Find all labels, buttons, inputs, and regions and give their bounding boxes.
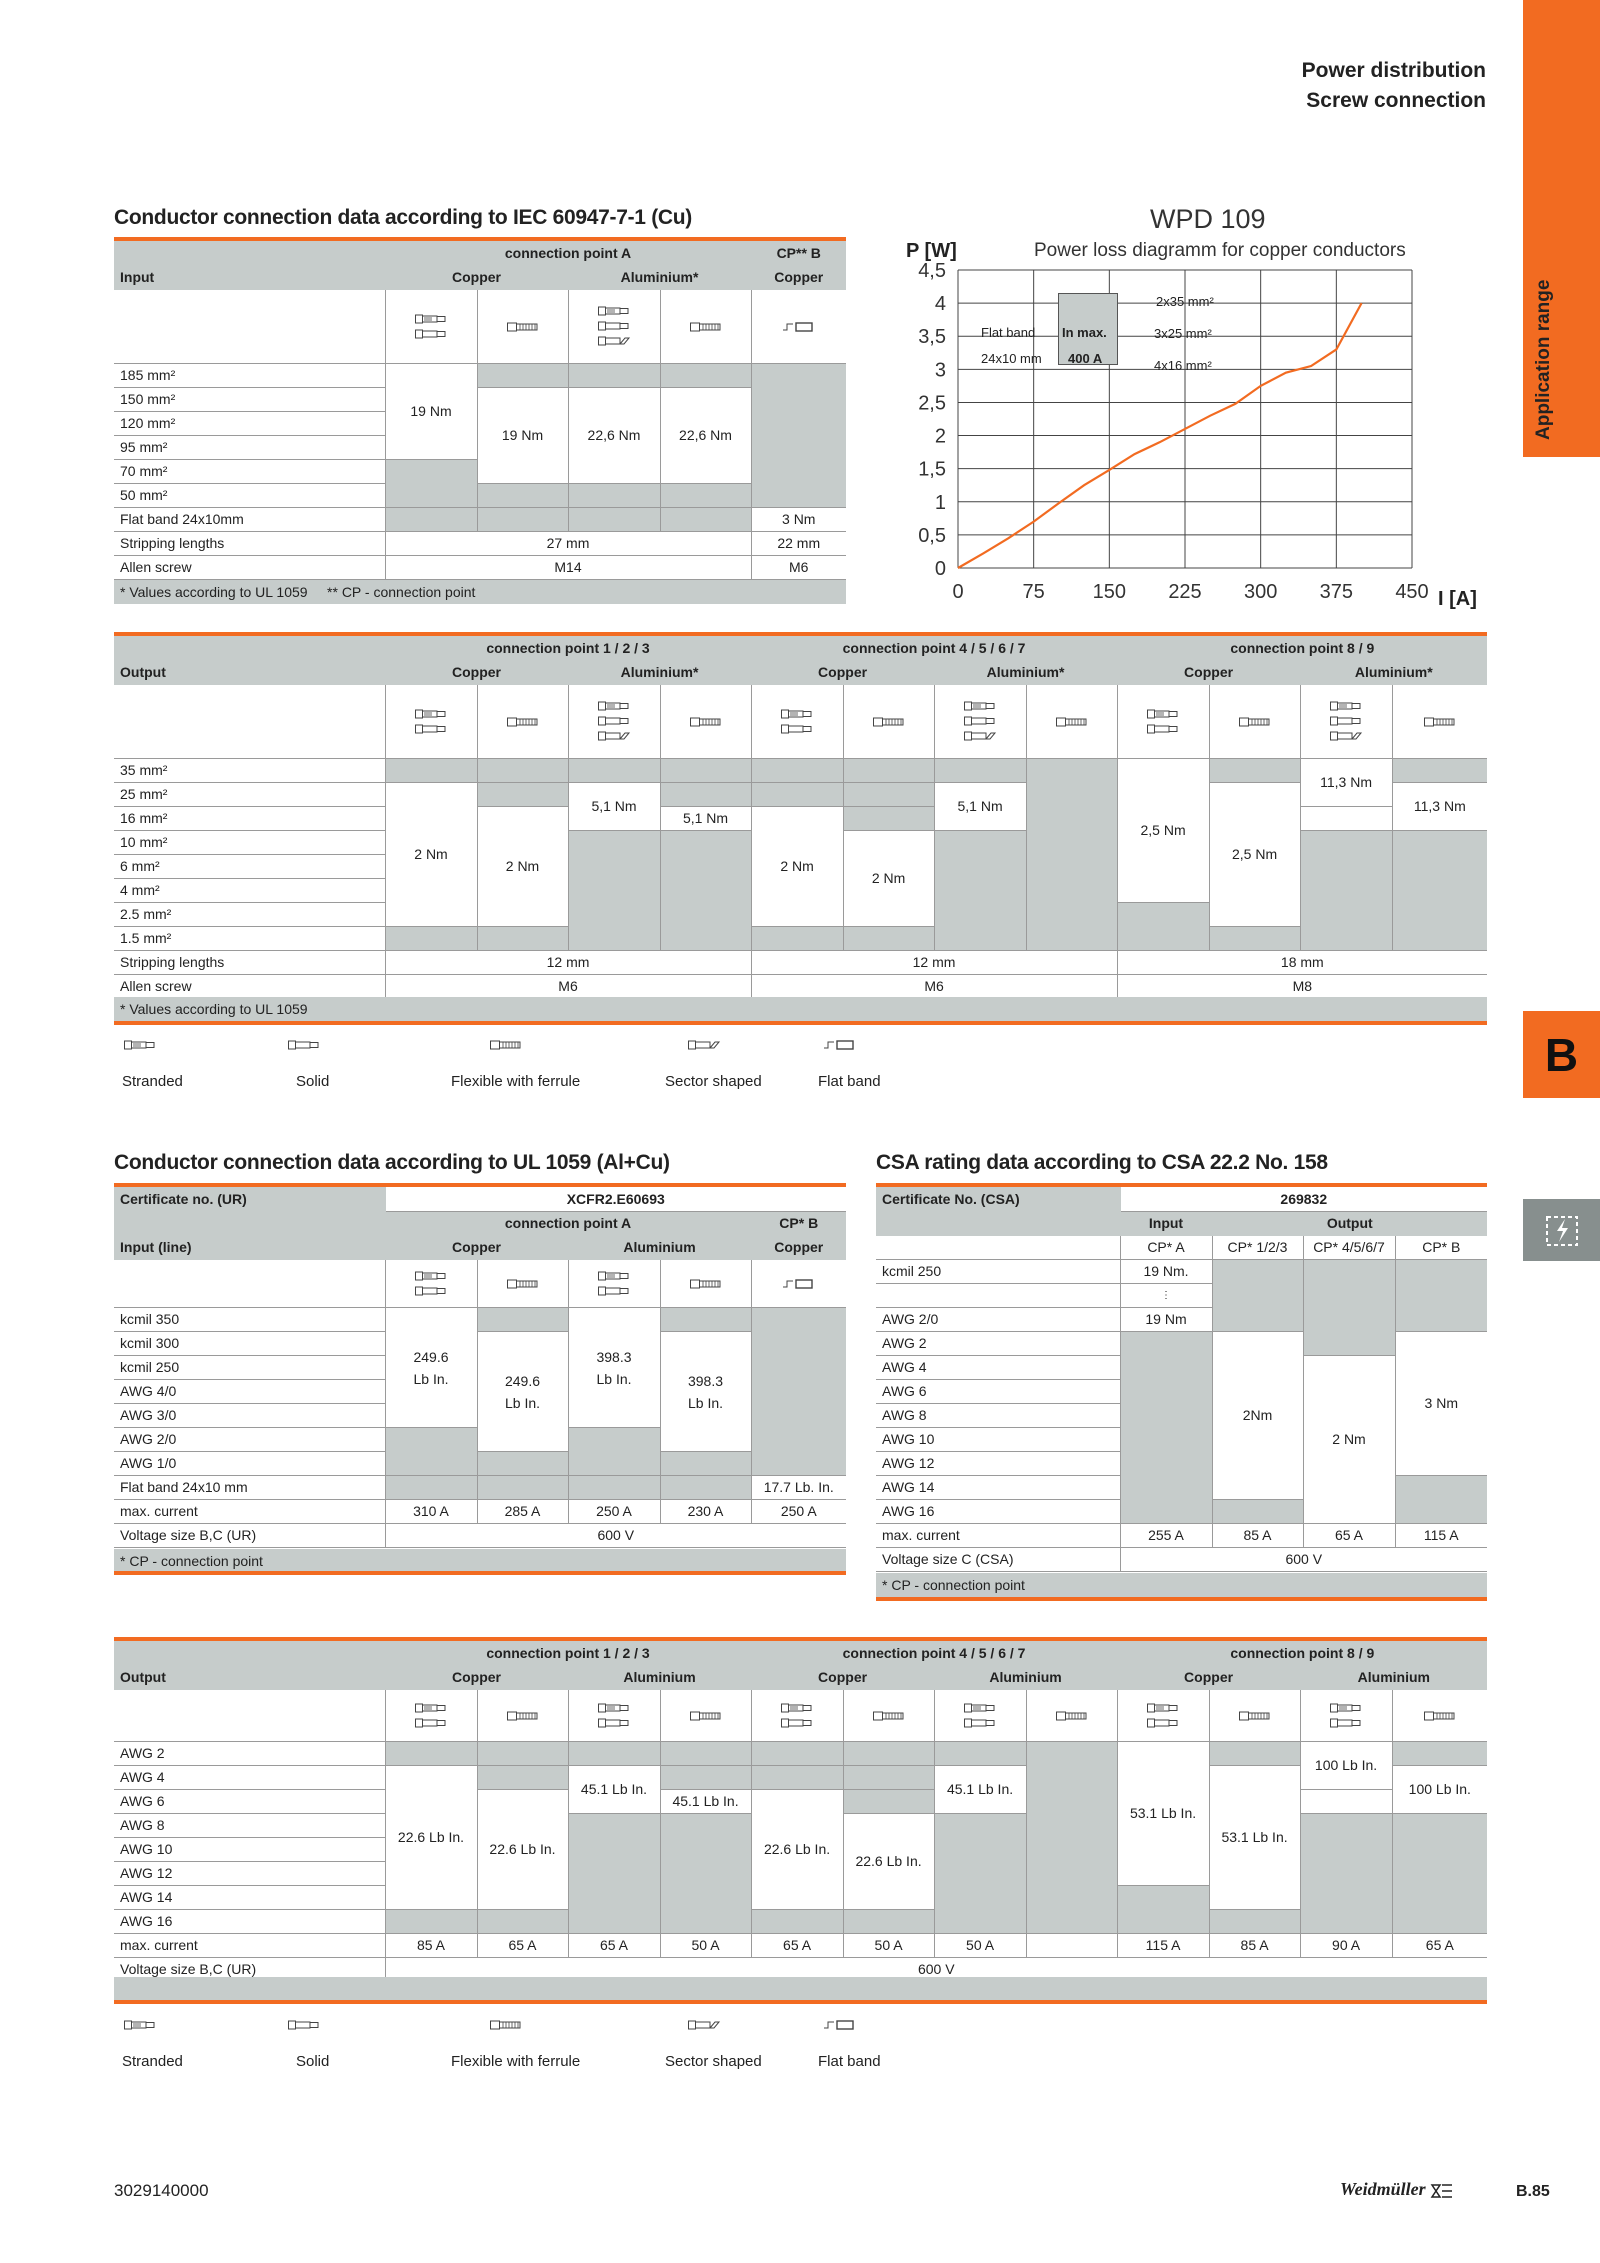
ul-v4b: Lb In. <box>687 1394 724 1411</box>
chart-ytick-label: 0,5 <box>918 524 946 547</box>
chart-label-4x16: 4x16 mm² <box>1154 358 1212 373</box>
ul-v3a: 398.3 <box>596 1348 632 1365</box>
out1-row-10: 10 mm² <box>114 831 385 855</box>
out2-row-awg16: AWG 16 <box>114 1910 385 1934</box>
chart-ytick-label: 2,5 <box>918 392 946 415</box>
out1-row-35: 35 mm² <box>114 759 385 783</box>
iec-aluminium: Aluminium* <box>568 266 751 290</box>
aluminium-conductor-icon <box>1326 700 1366 744</box>
out1-al-1: Aluminium* <box>568 661 751 685</box>
out2-al-1: Aluminium <box>568 1666 751 1690</box>
stranded-icon <box>122 2018 162 2032</box>
ul-copper: Copper <box>385 1236 568 1260</box>
out2-cur-7 <box>1026 1934 1117 1958</box>
ferrule-icon <box>869 1709 909 1723</box>
csa-v3nm: 3 Nm <box>1395 1332 1487 1476</box>
legend-ferrule: Flexible with ferrule <box>451 1073 581 1090</box>
ul-cur-0: 310 A <box>385 1500 477 1524</box>
aluminium-conductor-icon <box>1326 1702 1366 1730</box>
iec-row-50: 50 mm² <box>114 484 385 508</box>
out2-row-voltage: Voltage size B,C (UR) <box>114 1958 385 1982</box>
iec-allen-a: M14 <box>385 556 751 580</box>
out1-strip-3: 18 mm <box>1117 951 1487 975</box>
out1-strip-2: 12 mm <box>751 951 1117 975</box>
iec-row-120: 120 mm² <box>114 412 385 436</box>
side-tab-application-label: Application range <box>1533 279 1554 440</box>
csa-col-1: CP* 1/2/3 <box>1212 1236 1303 1260</box>
csa-v19a: 19 Nm. <box>1120 1260 1212 1284</box>
out1-copper-3: Copper <box>1117 661 1300 685</box>
csa-cert-label: Certificate No. (CSA) <box>876 1188 1120 1212</box>
output1-table <box>114 636 1487 999</box>
csa-note: * CP - connection point <box>876 1573 1487 1597</box>
csa-row-2-0: AWG 2/0 <box>876 1308 1120 1332</box>
ferrule-icon <box>488 2018 528 2032</box>
out2-cur-5: 50 A <box>843 1934 934 1958</box>
flat-band-icon <box>822 1038 862 1052</box>
ul-cur-2: 250 A <box>568 1500 660 1524</box>
stranded-icon <box>122 1038 162 1052</box>
legend2-flat: Flat band <box>818 2053 881 2070</box>
iec-note <box>114 580 846 604</box>
out2-cur-1: 65 A <box>477 1934 568 1958</box>
iec-copper-b: Copper <box>751 266 846 290</box>
stranded-icon <box>411 313 451 341</box>
sector-shaped-icon <box>686 2018 726 2032</box>
out2-row-awg6: AWG 6 <box>114 1790 385 1814</box>
iec-strip-b: 22 mm <box>751 532 846 556</box>
ferrule-icon <box>503 1277 543 1291</box>
stranded-icon <box>1143 1702 1183 1730</box>
out1-row-6: 6 mm² <box>114 855 385 879</box>
ferrule-icon <box>686 1277 726 1291</box>
ferrule-icon-2 <box>686 320 726 334</box>
iec-allen-b: M6 <box>751 556 846 580</box>
ul-note: * CP - connection point <box>114 1549 846 1573</box>
out2-cur-6: 50 A <box>934 1934 1026 1958</box>
csa-input: Input <box>1120 1212 1212 1236</box>
footer-brand-text: Weidmüller <box>1340 2179 1426 2199</box>
chart-ytick-label: 0 <box>934 558 946 580</box>
ul-row-350: kcmil 350 <box>114 1308 385 1332</box>
out2-cp123: connection point 1 / 2 / 3 <box>385 1642 751 1666</box>
ul-cur-1: 285 A <box>477 1500 568 1524</box>
chart-ytick-label: 2 <box>934 425 946 448</box>
csa-v19b: 19 Nm <box>1120 1308 1212 1332</box>
legend-1 <box>114 1036 1014 1096</box>
csa-col-2: CP* 4/5/6/7 <box>1303 1236 1395 1260</box>
stranded-icon <box>777 708 817 736</box>
iec-row-185: 185 mm² <box>114 364 385 388</box>
side-tab-power-icon <box>1523 1199 1600 1261</box>
legend-sector: Sector shaped <box>665 1073 762 1090</box>
out1-v113-b: 11,3 Nm <box>1392 783 1487 831</box>
ul-v5: 17.7 Lb. In. <box>751 1476 846 1500</box>
ul-row-300: kcmil 300 <box>114 1332 385 1356</box>
iec-row-70: 70 mm² <box>114 460 385 484</box>
stranded-icon <box>411 1270 451 1298</box>
ferrule-icon <box>1420 1709 1460 1723</box>
out2-output: Output <box>114 1666 385 1690</box>
ul-row-250: kcmil 250 <box>114 1356 385 1380</box>
side-tab-letter-text: B <box>1544 1028 1579 1081</box>
aluminium-conductor-icon <box>960 700 1000 744</box>
out1-cp123: connection point 1 / 2 / 3 <box>385 637 751 661</box>
out1-v2-c: 2 Nm <box>751 807 843 927</box>
out2-v226-d: 22.6 Lb In. <box>843 1814 934 1910</box>
iec-row-allen: Allen screw <box>114 556 385 580</box>
legend-2 <box>114 2016 1014 2076</box>
out2-v451-a: 45.1 Lb In. <box>568 1766 660 1814</box>
out1-copper-2: Copper <box>751 661 934 685</box>
csa-row-250: kcmil 250 <box>876 1260 1120 1284</box>
out1-row-1-5: 1.5 mm² <box>114 927 385 951</box>
aluminium-conductor-icon <box>594 700 634 744</box>
out2-copper-1: Copper <box>385 1666 568 1690</box>
ul-aluminium: Aluminium <box>568 1236 751 1260</box>
csa-row-awg6: AWG 6 <box>876 1380 1120 1404</box>
out1-v51-c: 5,1 Nm <box>934 783 1026 831</box>
chart-xtick-label: 300 <box>1243 581 1278 603</box>
ul-v3b: Lb In. <box>596 1370 632 1387</box>
flat-band-icon <box>779 320 819 334</box>
out1-row-16: 16 mm² <box>114 807 385 831</box>
chart-box-label-1: Flat band <box>981 325 1036 340</box>
ul-row-1-0: AWG 1/0 <box>114 1452 385 1476</box>
legend-solid: Solid <box>296 1073 330 1090</box>
out2-row-awg2: AWG 2 <box>114 1742 385 1766</box>
legend-stranded: Stranded <box>122 1073 183 1090</box>
csa-row-gap <box>876 1284 1120 1308</box>
out2-cur-10: 90 A <box>1300 1934 1392 1958</box>
solid-icon <box>286 1038 326 1052</box>
footer-doc-number: 3029140000 <box>114 2181 209 2200</box>
out2-cur-2: 65 A <box>568 1934 660 1958</box>
out1-copper-1: Copper <box>385 661 568 685</box>
csa-v2nm2: 2 Nm <box>1303 1356 1395 1524</box>
chart-xtick-label: 450 <box>1395 581 1429 603</box>
chart-xtick-label: 375 <box>1319 581 1354 603</box>
csa-row-awg2: AWG 2 <box>876 1332 1120 1356</box>
ferrule-icon <box>1052 715 1092 729</box>
out1-row-25: 25 mm² <box>114 783 385 807</box>
csa-col-0: CP* A <box>1120 1236 1212 1260</box>
aluminium-conductor-icon <box>594 1702 634 1730</box>
aluminium-conductor-icon <box>594 305 634 349</box>
chart-label-2x35: 2x35 mm² <box>1156 294 1214 309</box>
ferrule-icon <box>503 715 543 729</box>
iec-row-flat: Flat band 24x10mm <box>114 508 385 532</box>
out1-v25-a: 2,5 Nm <box>1117 759 1209 903</box>
out1-v25-b: 2,5 Nm <box>1209 783 1300 927</box>
power-loss-chart <box>870 200 1490 620</box>
side-tab-application <box>1523 0 1600 457</box>
iec-c2: 19 Nm <box>477 388 568 484</box>
out1-allen-3: M8 <box>1117 975 1487 999</box>
iec-row-95: 95 mm² <box>114 436 385 460</box>
chart-ytick-label: 4 <box>934 293 946 316</box>
iec-note-1: * Values according to UL 1059 <box>120 584 308 600</box>
iec-note-2: ** CP - connection point <box>327 584 476 600</box>
weidmuller-logo-icon <box>1430 2182 1454 2200</box>
csa-cur-3: 115 A <box>1395 1524 1487 1548</box>
iec-copper: Copper <box>385 266 568 290</box>
aluminium-conductor-icon <box>594 1270 634 1298</box>
ul-cur-4: 250 A <box>751 1500 846 1524</box>
ferrule-icon <box>686 1709 726 1723</box>
ul-table <box>114 1187 846 1548</box>
csa-title: CSA rating data according to CSA 22.2 No. 158 <box>876 1151 1328 1174</box>
ul-v4a: 398.3 <box>687 1372 724 1389</box>
out2-cur-3: 50 A <box>660 1934 751 1958</box>
out2-volt: 600 V <box>385 1958 1487 1982</box>
out2-v226-a: 22.6 Lb In. <box>385 1766 477 1910</box>
chart-xtick-label: 0 <box>952 581 964 603</box>
out2-v100-a: 100 Lb In. <box>1300 1742 1392 1790</box>
csa-cur-0: 255 A <box>1120 1524 1212 1548</box>
ul-volt: 600 V <box>385 1524 846 1548</box>
csa-cur-1: 85 A <box>1212 1524 1303 1548</box>
out2-cp89: connection point 8 / 9 <box>1117 1642 1487 1666</box>
chart-ylabel: P [W] <box>906 240 957 262</box>
out1-v51-a: 5,1 Nm <box>568 783 660 831</box>
out1-strip-1: 12 mm <box>385 951 751 975</box>
power-distribution-icon <box>1523 1199 1600 1261</box>
flat-band-icon <box>822 2018 862 2032</box>
ul-cp-a: connection point A <box>385 1212 751 1236</box>
chart-title: WPD 109 <box>1150 204 1266 234</box>
csa-col-3: CP* B <box>1395 1236 1487 1260</box>
out1-row-allen: Allen screw <box>114 975 385 999</box>
ul-v2a: 249.6 <box>504 1372 541 1389</box>
out2-cur-0: 85 A <box>385 1934 477 1958</box>
ul-row-flat: Flat band 24x10 mm <box>114 1476 385 1500</box>
ul-row-3-0: AWG 3/0 <box>114 1404 385 1428</box>
ul-cert-label: Certificate no. (UR) <box>114 1188 385 1212</box>
ferrule-icon <box>1420 715 1460 729</box>
out1-output: Output <box>114 661 385 685</box>
chart-label-3x25: 3x25 mm² <box>1154 326 1212 341</box>
out2-row-awg12: AWG 12 <box>114 1862 385 1886</box>
out1-allen-1: M6 <box>385 975 751 999</box>
ferrule-icon <box>1235 715 1275 729</box>
iec-c3: 22,6 Nm <box>568 388 660 484</box>
out2-row-awg10: AWG 10 <box>114 1838 385 1862</box>
legend2-sector: Sector shaped <box>665 2053 762 2070</box>
csa-row-current: max. current <box>876 1524 1120 1548</box>
iec-c5: 3 Nm <box>751 508 846 532</box>
ferrule-icon <box>686 715 726 729</box>
chart-ytick-label: 3 <box>934 359 946 382</box>
iec-cp-a: connection point A <box>385 242 751 266</box>
out2-copper-3: Copper <box>1117 1666 1300 1690</box>
iec-cp-b: CP** B <box>751 242 846 266</box>
ul-row-current: max. current <box>114 1500 385 1524</box>
iec-title: Conductor connection data according to IEC 60947-7-1 (Cu) <box>114 206 692 229</box>
chart-ytick-label: 1 <box>934 491 946 514</box>
ul-row-2-0: AWG 2/0 <box>114 1428 385 1452</box>
out1-v2-d: 2 Nm <box>843 831 934 927</box>
csa-v2nm: 2Nm <box>1212 1332 1303 1500</box>
iec-strip-a: 27 mm <box>385 532 751 556</box>
ul-cert-value: XCFR2.E60693 <box>385 1188 846 1212</box>
csa-gap-dots: ⋮ <box>1120 1284 1212 1308</box>
ferrule-icon <box>503 1709 543 1723</box>
csa-cur-2: 65 A <box>1303 1524 1395 1548</box>
ferrule-icon <box>1052 1709 1092 1723</box>
ul-row-4-0: AWG 4/0 <box>114 1380 385 1404</box>
stranded-icon <box>777 1702 817 1730</box>
out2-cur-4: 65 A <box>751 1934 843 1958</box>
legend-flat: Flat band <box>818 1073 881 1090</box>
out1-cp89: connection point 8 / 9 <box>1117 637 1487 661</box>
chart-ytick-label: 4,5 <box>918 260 946 282</box>
iec-c4: 22,6 Nm <box>660 388 751 484</box>
out2-row-current: max. current <box>114 1934 385 1958</box>
chart-plot <box>870 200 1490 620</box>
out2-cur-11: 65 A <box>1392 1934 1487 1958</box>
out1-row-2-5: 2.5 mm² <box>114 903 385 927</box>
chart-xtick-label: 225 <box>1168 581 1202 603</box>
ferrule-icon <box>869 715 909 729</box>
side-tab-letter <box>1523 1011 1600 1098</box>
chart-ytick-label: 3,5 <box>918 326 946 349</box>
out2-copper-2: Copper <box>751 1666 934 1690</box>
out2-v226-c: 22.6 Lb In. <box>751 1790 843 1910</box>
legend2-stranded: Stranded <box>122 2053 183 2070</box>
header-line-1: Power distribution <box>1301 59 1486 82</box>
output2-table <box>114 1641 1487 1982</box>
ul-copper-b: Copper <box>751 1236 846 1260</box>
flat-band-icon <box>779 1277 819 1291</box>
legend2-solid: Solid <box>296 2053 330 2070</box>
ferrule-icon <box>488 1038 528 1052</box>
solid-icon <box>286 2018 326 2032</box>
out2-v451-b: 45.1 Lb In. <box>660 1790 751 1814</box>
out2-v531-a: 53.1 Lb In. <box>1117 1742 1209 1886</box>
out2-cp4567: connection point 4 / 5 / 6 / 7 <box>751 1642 1117 1666</box>
csa-volt: 600 V <box>1120 1548 1487 1572</box>
out1-v113-a: 11,3 Nm <box>1300 759 1392 807</box>
chart-xlabel: I [A] <box>1438 588 1477 610</box>
iec-input: Input <box>114 266 385 290</box>
out2-v100-b: 100 Lb In. <box>1392 1766 1487 1814</box>
csa-row-awg8: AWG 8 <box>876 1404 1120 1428</box>
csa-output: Output <box>1212 1212 1487 1236</box>
out2-blank-bar <box>114 1977 1487 2001</box>
csa-row-awg12: AWG 12 <box>876 1452 1120 1476</box>
out1-v51-b: 5,1 Nm <box>660 807 751 831</box>
csa-table <box>876 1187 1487 1572</box>
ferrule-icon <box>1235 1709 1275 1723</box>
out1-row-strip: Stripping lengths <box>114 951 385 975</box>
ul-v2b: Lb In. <box>504 1394 541 1411</box>
out1-note: * Values according to UL 1059 <box>114 997 1487 1021</box>
ferrule-icon <box>503 320 543 334</box>
legend2-ferrule: Flexible with ferrule <box>451 2053 581 2070</box>
out2-cur-9: 85 A <box>1209 1934 1300 1958</box>
ul-title: Conductor connection data according to UL 1059 (Al+Cu) <box>114 1151 670 1174</box>
out1-cp4567: connection point 4 / 5 / 6 / 7 <box>751 637 1117 661</box>
out1-v2-b: 2 Nm <box>477 807 568 927</box>
out2-cur-8: 115 A <box>1117 1934 1209 1958</box>
csa-row-voltage: Voltage size C (CSA) <box>876 1548 1120 1572</box>
ul-v1a: 249.6 <box>413 1348 449 1365</box>
out2-al-3: Aluminium <box>1300 1666 1487 1690</box>
out2-al-2: Aluminium <box>934 1666 1117 1690</box>
aluminium-conductor-icon <box>960 1702 1000 1730</box>
out2-row-awg14: AWG 14 <box>114 1886 385 1910</box>
out1-v2-a: 2 Nm <box>385 783 477 927</box>
chart-ytick-label: 1,5 <box>918 458 946 481</box>
sector-shaped-icon <box>686 1038 726 1052</box>
csa-row-awg16: AWG 16 <box>876 1500 1120 1524</box>
out2-v531-b: 53.1 Lb In. <box>1209 1766 1300 1910</box>
out1-allen-2: M6 <box>751 975 1117 999</box>
csa-row-awg10: AWG 10 <box>876 1428 1120 1452</box>
ul-row-voltage: Voltage size B,C (UR) <box>114 1524 385 1548</box>
header-line-2: Screw connection <box>1306 89 1486 112</box>
stranded-icon <box>411 708 451 736</box>
ul-input: Input (line) <box>114 1236 385 1260</box>
chart-xtick-label: 75 <box>1022 581 1045 603</box>
out1-al-3: Aluminium* <box>1300 661 1487 685</box>
iec-row-strip: Stripping lengths <box>114 532 385 556</box>
out2-row-awg8: AWG 8 <box>114 1814 385 1838</box>
csa-row-awg4: AWG 4 <box>876 1356 1120 1380</box>
csa-cert-value: 269832 <box>1120 1188 1487 1212</box>
iec-c1: 19 Nm <box>385 364 477 460</box>
csa-row-awg14: AWG 14 <box>876 1476 1120 1500</box>
iec-row-150: 150 mm² <box>114 388 385 412</box>
stranded-icon <box>1143 708 1183 736</box>
iec-table <box>114 241 846 580</box>
ul-cur-3: 230 A <box>660 1500 751 1524</box>
chart-box-title: In max. <box>1062 325 1107 340</box>
chart-box-label-2: 24x10 mm <box>981 351 1042 366</box>
stranded-icon <box>411 1702 451 1730</box>
out1-al-2: Aluminium* <box>934 661 1117 685</box>
chart-xtick-label: 150 <box>1092 581 1127 603</box>
ul-cp-b: CP* B <box>751 1212 846 1236</box>
chart-box-value: 400 A <box>1068 351 1103 366</box>
chart-subtitle: Power loss diagramm for copper conductors <box>1034 240 1406 261</box>
out2-v451-c: 45.1 Lb In. <box>934 1766 1026 1814</box>
out2-v226-b: 22.6 Lb In. <box>477 1790 568 1910</box>
out2-row-awg4: AWG 4 <box>114 1766 385 1790</box>
footer-brand <box>1340 2179 1454 2200</box>
out1-row-4: 4 mm² <box>114 879 385 903</box>
ul-v1b: Lb In. <box>413 1370 449 1387</box>
footer-page: B.85 <box>1516 2183 1550 2200</box>
